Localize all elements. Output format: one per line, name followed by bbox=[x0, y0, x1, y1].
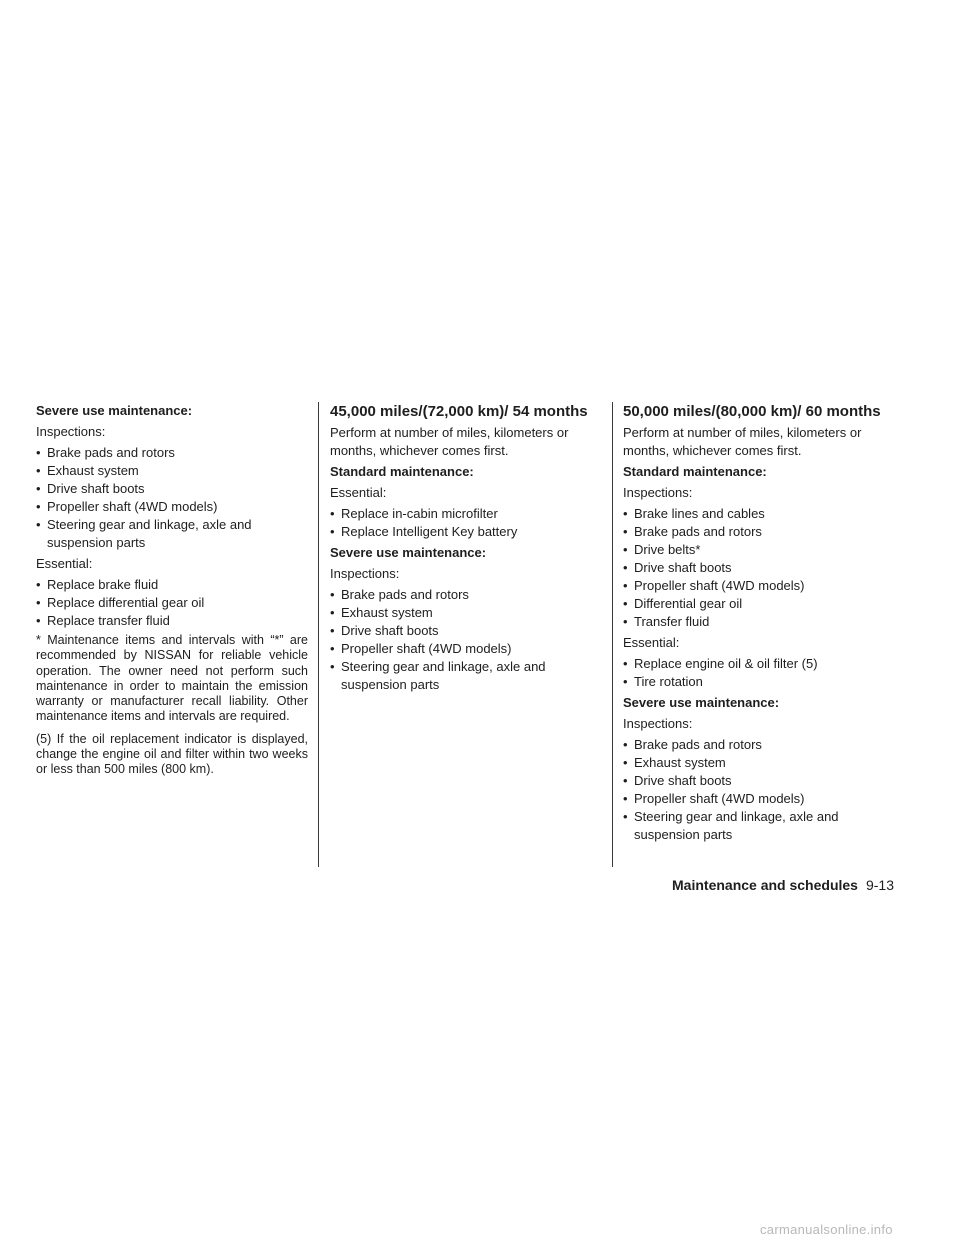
standard-heading: Standard maintenance: bbox=[623, 464, 767, 479]
interval-intro: Perform at number of miles, kilometers or months, whichever comes first. bbox=[623, 425, 862, 458]
inspections-label: Inspections: bbox=[36, 424, 106, 439]
list-item: • Drive shaft boots bbox=[36, 480, 308, 498]
oil-indicator-note: (5) If the oil replacement indicator is displayed, change the engine oil and filter within two weeks or less than 500 miles (800 km). bbox=[36, 731, 308, 777]
essential-label: Essential: bbox=[330, 485, 387, 500]
list-item: • Brake pads and rotors bbox=[623, 523, 895, 541]
asterisk-note: * Maintenance items and intervals with “*” are recommended by NISSAN for reliable vehicle operation. The owner need not perform such maintenance in order to maintain the emission warranty or manufacturer recall liability. Other maintenance items and intervals are required. bbox=[36, 633, 308, 724]
list-item: • Replace transfer fluid bbox=[36, 612, 308, 630]
list-item: • Tire rotation bbox=[623, 673, 895, 691]
inspections-list bbox=[623, 505, 895, 631]
inspections-label: Inspections: bbox=[623, 485, 693, 500]
essential-label: Essential: bbox=[623, 635, 680, 650]
list-item: • Steering gear and linkage, axle and suspension parts bbox=[36, 516, 308, 552]
list-item: • Brake pads and rotors bbox=[36, 444, 308, 462]
list-item: • Brake pads and rotors bbox=[623, 736, 895, 754]
inspections-label: Inspections: bbox=[330, 566, 400, 581]
list-item: • Replace engine oil & oil filter (5) bbox=[623, 655, 895, 673]
inspections-label: Inspections: bbox=[623, 716, 693, 731]
section-title: Maintenance and schedules bbox=[672, 877, 858, 893]
page-number: 9-13 bbox=[865, 877, 894, 893]
list-item: • Transfer fluid bbox=[623, 613, 895, 631]
list-item: • Steering gear and linkage, axle and suspension parts bbox=[330, 658, 602, 694]
list-item: • Propeller shaft (4WD models) bbox=[36, 498, 308, 516]
essential-list bbox=[623, 655, 895, 691]
list-item: • Replace brake fluid bbox=[36, 576, 308, 594]
list-item: • Exhaust system bbox=[36, 462, 308, 480]
column-divider bbox=[612, 402, 613, 867]
essential-list bbox=[330, 505, 602, 541]
column-3 bbox=[623, 402, 895, 847]
list-item: • Replace Intelligent Key battery bbox=[330, 523, 602, 541]
list-item: • Drive shaft boots bbox=[623, 559, 895, 577]
list-item: • Brake lines and cables bbox=[623, 505, 895, 523]
standard-heading: Standard maintenance: bbox=[330, 464, 474, 479]
essential-list bbox=[36, 576, 308, 630]
column-divider bbox=[318, 402, 319, 867]
severe-heading: Severe use maintenance: bbox=[330, 545, 487, 560]
list-item: • Propeller shaft (4WD models) bbox=[623, 577, 895, 595]
list-item: • Propeller shaft (4WD models) bbox=[330, 640, 602, 658]
severe-inspections-list bbox=[623, 736, 895, 844]
list-item: • Replace in-cabin microfilter bbox=[330, 505, 602, 523]
inspections-list bbox=[330, 586, 602, 694]
column-2 bbox=[330, 402, 602, 697]
list-item: • Replace differential gear oil bbox=[36, 594, 308, 612]
column-1 bbox=[36, 402, 308, 785]
list-item: • Exhaust system bbox=[623, 754, 895, 772]
interval-title: 50,000 miles/(80,000 km)/ 60 months bbox=[623, 403, 881, 420]
severe-heading: Severe use maintenance: bbox=[623, 695, 780, 710]
interval-intro: Perform at number of miles, kilometers or months, whichever comes first. bbox=[330, 425, 569, 458]
list-item: • Brake pads and rotors bbox=[330, 586, 602, 604]
list-item: • Differential gear oil bbox=[623, 595, 895, 613]
list-item: • Steering gear and linkage, axle and suspension parts bbox=[623, 808, 895, 844]
page-footer bbox=[672, 877, 894, 893]
essential-label: Essential: bbox=[36, 556, 93, 571]
list-item: • Drive shaft boots bbox=[330, 622, 602, 640]
inspections-list bbox=[36, 444, 308, 552]
list-item: • Propeller shaft (4WD models) bbox=[623, 790, 895, 808]
severe-heading: Severe use maintenance: bbox=[36, 403, 193, 418]
list-item: • Drive belts* bbox=[623, 541, 895, 559]
watermark: carmanualsonline.info bbox=[760, 1222, 893, 1237]
interval-title: 45,000 miles/(72,000 km)/ 54 months bbox=[330, 403, 588, 420]
list-item: • Drive shaft boots bbox=[623, 772, 895, 790]
list-item: • Exhaust system bbox=[330, 604, 602, 622]
